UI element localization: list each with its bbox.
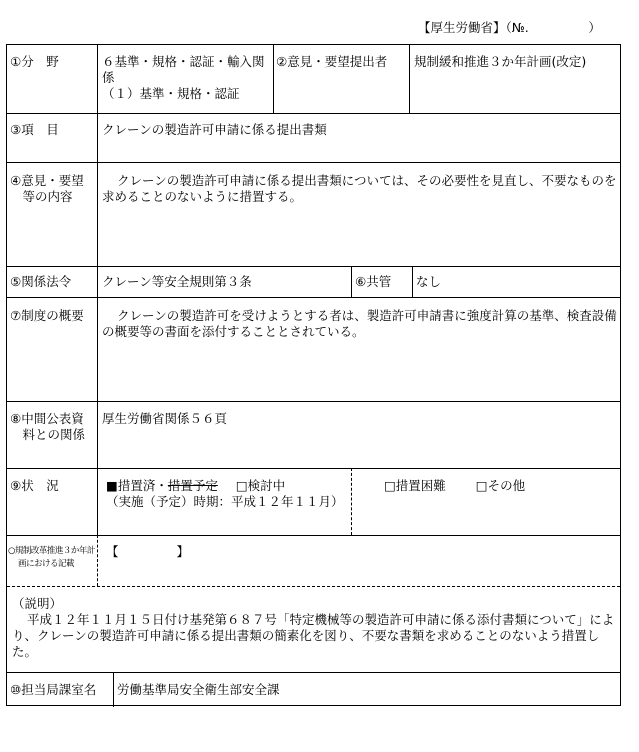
explanation [12,596,617,660]
status-option-planned: 措置予定 [167,478,218,493]
column-divider [351,266,352,297]
dashed-divider [7,586,620,587]
field-label: ①分 野 [10,54,59,69]
office-value: 労働基準局安全衛生部安全課 [117,682,280,697]
document-header [418,18,601,36]
law-label: ⑤関係法令 [10,274,72,289]
row-divider [7,266,620,267]
request-value: クレーンの製造許可申請に係る提出書類については、その必要性を見直し、不要なものを求めることのないように措置する。 [102,173,617,204]
dashed-column-divider [97,535,98,586]
status-options-left [106,478,350,510]
row-divider [7,297,620,298]
submitter-value: 規制緩和推進３か年計画(改定) [414,54,587,69]
ministry-label: 【厚生労働省】 [418,20,506,35]
row-divider [7,468,620,469]
item-label: ③項 目 [10,122,59,137]
column-divider [412,266,413,297]
plan-label [8,545,96,571]
plan-label-line2: 画における記載 [18,559,75,569]
plan-label-line1: ○規制改革推進３か年計 [8,546,95,556]
interim-value: 厚生労働省関係５６頁 [102,411,228,426]
item-value: クレーンの製造許可申請に係る提出書類 [102,122,327,137]
row-divider [7,401,620,402]
request-label [10,173,84,205]
overview-label: ⑦制度の概要 [10,308,84,323]
office-label: ⑩担当局課室名 [10,682,97,697]
overview-value: クレーンの製造許可を受けようとする者は、製造許可申請書に強度計算の基準、検査設備の概要等の書面を添付することとされている。 [102,308,617,339]
status-options-row [106,478,350,494]
interim-label-line1: ⑧中間公表資 [10,411,84,426]
law-value: クレーン等安全規則第３条 [102,274,252,289]
plan-value [106,544,189,560]
status-option-difficult[interactable]: □措置困難 [384,478,446,493]
column-divider [113,672,114,707]
row-divider [7,162,620,163]
interim-label-line2: 料との関係 [22,427,86,442]
submitter-label: ②意見・要望提出者 [276,54,388,69]
field-value-line1: ６基準・規格・認証・輸入関係 [102,54,265,85]
row-divider [7,672,620,673]
checked-box-icon[interactable]: ■ [106,478,118,493]
field-value [102,54,272,102]
status-option-done: 措置済・ [117,478,168,493]
request-label-line2: 等の内容 [22,189,73,204]
number-label: （№. [505,20,529,35]
status-option-reviewing[interactable]: □検討中 [235,478,286,493]
joint-value: なし [416,274,442,289]
row-divider [7,113,620,114]
request-label-line1: ④意見・要望 [10,173,84,188]
interim-label [10,411,85,443]
column-divider [409,45,410,113]
status-schedule: （実施（予定）時期：平成１２年１１月） [106,494,344,509]
joint-label: ⑥共管 [355,274,392,289]
field-value-line2: （１）基準・規格・認証 [102,86,240,101]
status-label: ⑨状 況 [10,478,59,493]
plan-bracket-open: 【 [106,544,119,559]
plan-bracket-close: 】 [176,544,190,559]
status-option-other[interactable]: □その他 [475,478,526,493]
dashed-column-divider [351,468,352,535]
number-close: ） [588,20,601,35]
explanation-title: （説明） [12,596,63,611]
row-divider [7,535,620,536]
status-options-right [384,478,525,494]
request-form-table [6,44,621,706]
label-column-divider [97,45,98,535]
explanation-body: 平成１２年１１月１５日付け基発第６８７号「特定機械等の製造許可申請に係る添付書類について」により、クレーンの製造許可申請に係る提出書類の簡素化を図り、不要な書類を求めることのないよう措置した。 [12,612,615,659]
column-divider [273,45,274,113]
